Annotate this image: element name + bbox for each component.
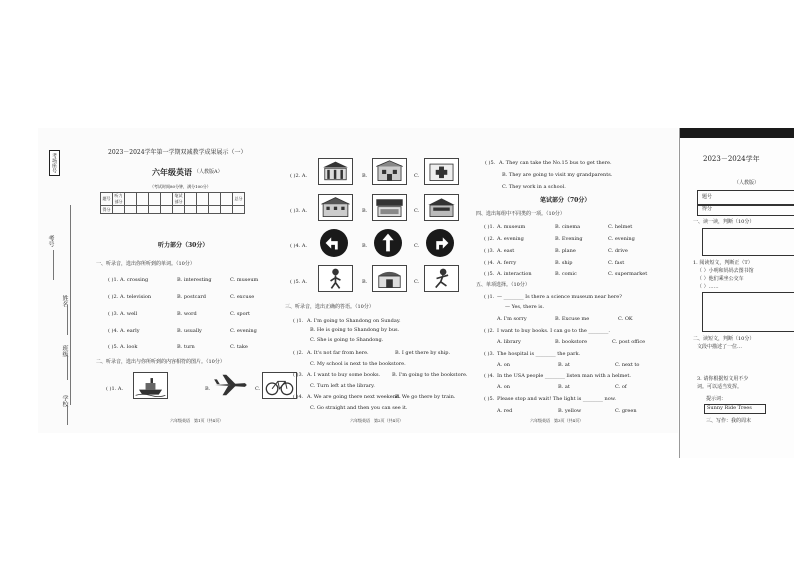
sec3-num: ( )4. — [293, 394, 304, 400]
score-cell[interactable] — [173, 206, 185, 214]
pic-row-c: C. — [414, 173, 420, 179]
sec5-question: Please stop and wait! The light is ________ now. — [497, 396, 617, 402]
score-table — [100, 192, 245, 214]
xingming-line — [67, 305, 68, 335]
page1-footer: 六年级英语 第1页（共4页） — [170, 418, 224, 423]
score-cell[interactable] — [113, 206, 125, 214]
pic-row-num: ( )5. A. — [290, 279, 308, 285]
sec3-option-a: A. We are going there next weekend. — [307, 394, 401, 400]
pic-row-c: C. — [414, 243, 420, 249]
sec5-option-c: C. next to — [615, 362, 640, 368]
label-xingming: 姓名 — [61, 295, 68, 307]
sec4-option-c: C. helmet — [608, 224, 633, 230]
listening-title: 听力部分（30分） — [158, 242, 209, 249]
shop-icon[interactable] — [372, 265, 407, 292]
sec1-option-b: B. postcard — [177, 294, 207, 300]
sec5-option-b: B. yellow — [558, 408, 582, 414]
score-header-row — [101, 193, 245, 206]
plane-icon[interactable] — [211, 371, 249, 399]
ship-icon[interactable] — [133, 372, 168, 399]
sec5-option-b: B. Excuse me — [555, 316, 590, 322]
sec2-item: ( )1. A. — [106, 386, 124, 392]
sec1-option-c: C. museum — [230, 277, 259, 283]
sec3-option-c: C. My school is next to the bookstore. — [310, 361, 406, 367]
score-header-cell — [137, 193, 149, 206]
score-cell[interactable] — [233, 206, 245, 214]
go-straight-sign-icon[interactable] — [374, 229, 402, 257]
cont-num: ( )5. — [485, 160, 496, 166]
score-header-cell — [125, 193, 137, 206]
sec5-question: In the USA people ________ listen man with a helmet. — [497, 373, 631, 379]
sec3-option-c: C. Turn left at the library. — [310, 383, 375, 389]
pic-row-c: C. — [414, 279, 420, 285]
cinema-icon[interactable] — [424, 194, 459, 221]
score-cell[interactable] — [185, 206, 197, 214]
page2-footer: 六年级英语 第2页（共4页） — [350, 418, 404, 423]
page4-note1: 1. 阅读短文，判断正（T） — [693, 260, 753, 266]
page1-exam-note: （考试时间80分钟，满分100分） — [150, 184, 211, 189]
boy-walking-icon[interactable] — [318, 265, 353, 292]
score-header-cell — [161, 193, 173, 206]
building-icon[interactable] — [372, 158, 407, 185]
sec3-num: ( )2. — [293, 350, 304, 356]
sec5-question: I want to buy books. I can go to the ________. — [497, 328, 611, 334]
page4-sec2: 二、读短文，判断（10分） — [693, 336, 755, 342]
score-cell[interactable] — [161, 206, 173, 214]
score-header-cell: 题号 — [101, 193, 113, 206]
page3-footer: 六年级英语 第3页（共4页） — [530, 418, 584, 423]
sec5-option-a: A. on — [497, 362, 511, 368]
cont-option-a: A. They can take the No.15 bus to get there. — [499, 160, 612, 166]
sec3-option-b: B. We go there by train. — [395, 394, 456, 400]
page4-row2-label: 得分 — [702, 206, 713, 212]
score-row-label: 得分 — [102, 206, 111, 212]
sec3-option-b: B. He is going to Shandong by bus. — [310, 327, 400, 333]
sec4-option-a: A. evening — [497, 236, 524, 242]
sec4-option-b: B. comic — [555, 271, 577, 277]
sec4-option-a: A. museum — [497, 224, 526, 230]
sec3-num: ( )1. — [293, 318, 304, 324]
sec5-question: The hospital is ________ the park. — [497, 351, 581, 357]
sec4-num: ( )5. — [484, 271, 495, 277]
score-header-cell — [149, 193, 161, 206]
sec5-question: — ________ Is there a science museum near here? — [497, 294, 622, 300]
sec4-option-a: A. east — [497, 248, 515, 254]
sec3-option-a: A. I'm going to Shandong on Sunday. — [307, 318, 401, 324]
sec1-option-a: A. early — [120, 328, 140, 334]
score-cell[interactable] — [125, 206, 137, 214]
xuexiao-line — [67, 405, 68, 425]
sec1-option-a: A. television — [120, 294, 152, 300]
score-cell[interactable] — [137, 206, 149, 214]
sec1-num: ( )1. — [108, 277, 119, 283]
sec5-option-b: B. bookstore — [555, 339, 588, 345]
score-header-cell: 总分 — [233, 193, 245, 206]
sec2-title: 二、听录音，选出与你所听到的内容相符的图片。（10分） — [96, 359, 225, 365]
bicycle-icon[interactable] — [262, 372, 297, 399]
page4-sec3: 3. 请你根据短文用不少 — [697, 376, 749, 382]
bookstore-icon[interactable] — [372, 194, 407, 221]
score-cell[interactable] — [209, 206, 221, 214]
pic-row-num: ( )4. A. — [290, 243, 308, 249]
sec3-option-a: A. I want to buy some books. — [307, 372, 381, 378]
banji-line — [67, 355, 68, 380]
page1-edition: （人教版A） — [194, 169, 223, 175]
sheet-top-bar — [680, 128, 794, 138]
museum-icon[interactable] — [318, 158, 353, 185]
sec1-option-c: C. excuse — [230, 294, 255, 300]
sec5-num: ( )4. — [484, 373, 495, 379]
sec1-option-b: B. interesting — [177, 277, 212, 283]
sec3-num: ( )3. — [293, 372, 304, 378]
score-header-cell — [185, 193, 197, 206]
hospital-icon[interactable] — [424, 158, 459, 185]
page1-subject: 六年级英语 — [152, 167, 192, 177]
label-xuexiao: 学校 — [61, 395, 68, 407]
sec1-option-c: C. sport — [230, 311, 251, 317]
page4-words-label: 提示词： — [706, 396, 727, 402]
sec4-title: 四、选出每组中不同类的一项。（10分） — [476, 211, 565, 217]
page4-section: 一、读一读，判断（10分） — [693, 219, 755, 225]
page4-lines-note: 三、写作：我的周末 — [706, 418, 752, 424]
page1-title: 2023－2024学年第一学期双减教学成果展示（一） — [108, 149, 247, 156]
sec4-num: ( )4. — [484, 260, 495, 266]
sec5-title: 五、单项选择。（10分） — [476, 282, 530, 288]
sec4-option-b: B. plane — [555, 248, 576, 254]
sec5-num: ( )1. — [484, 294, 495, 300]
sec3-title: 三、听录音，选出正确的答语。（10分） — [285, 304, 374, 310]
sec1-option-b: B. turn — [177, 344, 195, 350]
pic-row-b: B. — [362, 208, 368, 214]
pic-row-b: B. — [362, 173, 368, 179]
score-cell[interactable] — [197, 206, 209, 214]
sec5-option-a: A. library — [497, 339, 521, 345]
sec1-option-a: A. look — [120, 344, 138, 350]
page4-answer-grid — [702, 292, 794, 332]
page4-words: Sunny Ride Trees — [707, 405, 752, 411]
page4-sec2b: 文段中描述了一位… — [697, 344, 743, 350]
score-cell[interactable] — [221, 206, 233, 214]
score-header-cell: 笔试部分 — [174, 193, 183, 204]
turn-left-sign-icon[interactable] — [320, 229, 348, 257]
sec1-option-b: B. usually — [177, 328, 202, 334]
turn-right-sign-icon[interactable] — [426, 229, 454, 257]
score-header-cell — [197, 193, 209, 206]
sec4-option-c: C. fast — [608, 260, 625, 266]
sec1-num: ( )4. — [108, 328, 119, 334]
page4-note4: （ ）…… — [697, 284, 719, 290]
sec5-num: ( )5. — [484, 396, 495, 402]
sec5-num: ( )2. — [484, 328, 495, 334]
sec4-num: ( )1. — [484, 224, 495, 230]
page4-subject-box: （人教版） — [734, 180, 760, 186]
sec4-option-b: B. Evening — [555, 236, 583, 242]
sec1-num: ( )2. — [108, 294, 119, 300]
page4-note2: （ ）小明和妈妈去图书馆 — [697, 268, 754, 274]
sec3-option-b: B. I get there by ship. — [395, 350, 451, 356]
sec4-option-c: C. evening — [608, 236, 635, 242]
score-cell[interactable] — [149, 206, 161, 214]
sec1-title: 一、听录音，选出你所听到的单词。（10分） — [96, 261, 195, 267]
label-banji: 班级 — [61, 345, 68, 357]
sec1-num: ( )5. — [108, 344, 119, 350]
score-header-cell — [209, 193, 221, 206]
pic-row-num: ( )2. A. — [290, 173, 308, 179]
sec1-option-c: C. take — [230, 344, 248, 350]
sec2-option-b: B. — [205, 386, 211, 392]
score-header-cell: 听力部分 — [114, 193, 123, 204]
sec4-option-b: B. ship — [555, 260, 573, 266]
pic-row-b: B. — [362, 243, 368, 249]
page4-row1-label: 题号 — [702, 194, 713, 200]
page4-sec3b: 词。可以适当发挥。 — [697, 384, 743, 390]
sec5-option-c: C. OK — [618, 316, 633, 322]
pic-row-b: B. — [362, 279, 368, 285]
sec5-question-reply: — Yes, there is. — [505, 304, 545, 310]
school-icon[interactable] — [318, 194, 353, 221]
sec5-option-b: B. at — [558, 384, 570, 390]
page4-note3: （ ）他们乘坐公交车 — [697, 276, 744, 282]
sec5-num: ( )3. — [484, 351, 495, 357]
sec4-option-a: A. interaction — [497, 271, 532, 277]
pic-row-c: C. — [414, 208, 420, 214]
sec1-option-a: A. crossing — [120, 277, 149, 283]
sec3-option-a: A. It's not far from here. — [307, 350, 369, 356]
sec4-option-c: C. drive — [608, 248, 628, 254]
seat-stamp: 考场座号 — [49, 150, 60, 176]
kaohao-line — [53, 250, 54, 280]
page4-reading-table — [702, 228, 794, 256]
sec5-option-a: A. red — [497, 408, 513, 414]
score-header-cell — [221, 193, 233, 206]
sec1-option-a: A. well — [120, 311, 138, 317]
margin-fold-line — [70, 205, 71, 405]
sec4-option-b: B. cinema — [555, 224, 581, 230]
sec4-option-a: A. ferry — [497, 260, 517, 266]
sec3-option-c: C. She is going to Shandong. — [310, 337, 384, 343]
sec1-option-c: C. evening — [230, 328, 257, 334]
sec4-num: ( )2. — [484, 236, 495, 242]
sec5-option-b: B. at — [558, 362, 570, 368]
sec5-option-a: A. on — [497, 384, 511, 390]
pic-row-num: ( )3. A. — [290, 208, 308, 214]
sec5-option-a: A. I'm sorry — [497, 316, 527, 322]
sec4-num: ( )3. — [484, 248, 495, 254]
label-kaohao: 考号 — [47, 235, 54, 247]
sec5-option-c: C. of — [615, 384, 627, 390]
sec4-option-c: C. supermarket — [608, 271, 648, 277]
sec1-option-b: B. word — [177, 311, 197, 317]
sec1-num: ( )3. — [108, 311, 119, 317]
girl-running-icon[interactable] — [424, 265, 459, 292]
sec2-option-c: C. — [255, 386, 261, 392]
cont-option-b: B. They are going to visit my grandparents. — [502, 172, 613, 178]
page4-title: 2023－2024学年 — [703, 155, 760, 163]
sec5-option-c: C. post office — [612, 339, 646, 345]
written-title: 笔试部分（70分） — [540, 197, 591, 204]
score-row — [101, 206, 245, 214]
sec3-option-b: B. I'm going to the bookstore. — [392, 372, 468, 378]
cont-option-c: C. They work in a school. — [502, 184, 566, 190]
sec3-option-c: C. Go straight and then you can see it. — [310, 405, 408, 411]
sec5-option-c: C. green — [615, 408, 637, 414]
